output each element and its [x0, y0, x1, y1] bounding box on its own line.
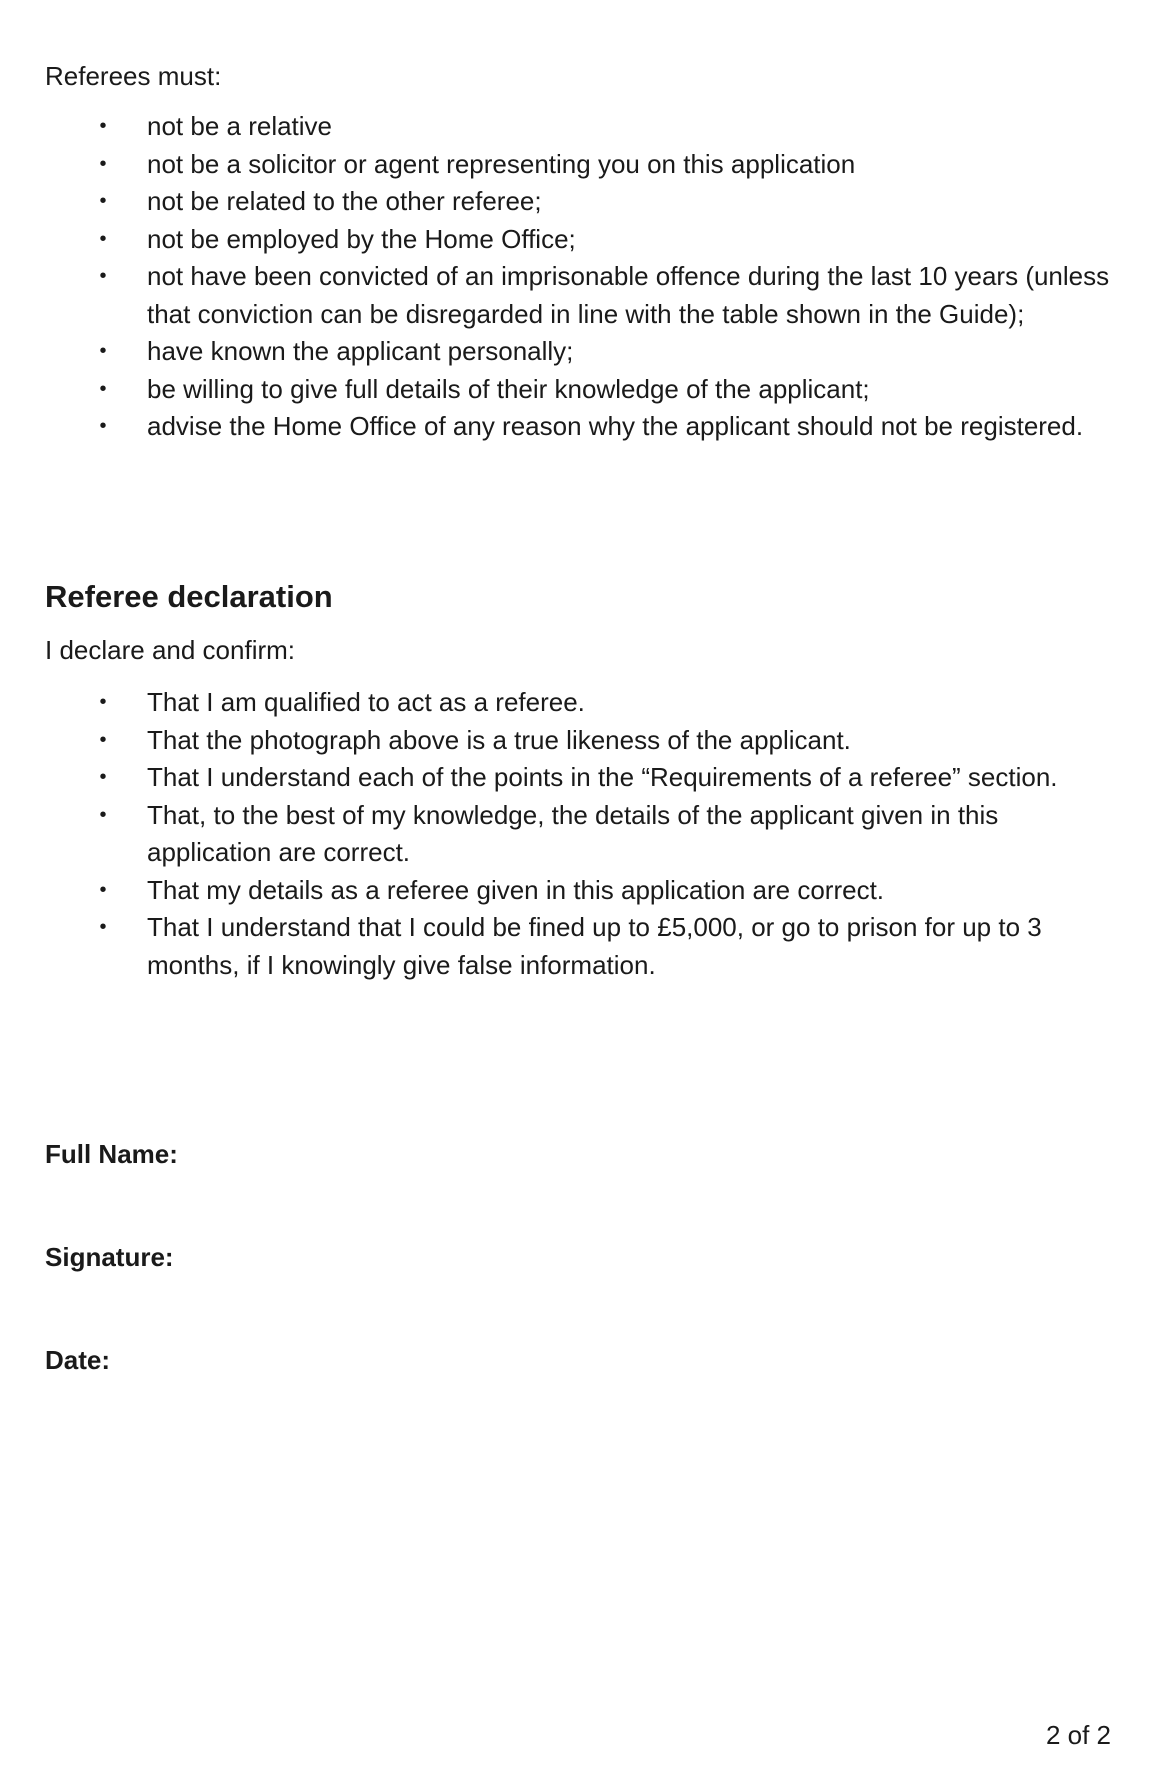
list-item — [0, 183, 1158, 221]
list-item-text: That, to the best of my knowledge, the details of the applicant given in this application are correct. — [147, 799, 999, 867]
list-item — [0, 872, 1158, 910]
declaration-intro: I declare and confirm: — [45, 635, 296, 665]
signature-label: Signature: — [45, 1242, 174, 1272]
bullet-icon: • — [99, 115, 107, 137]
list-item-text: That I understand that I could be fined up to £5,000, or go to prison for up to 3 months, if I knowingly give false information. — [147, 912, 1042, 980]
bullet-icon: • — [99, 152, 107, 175]
bullet-icon: • — [99, 377, 107, 400]
requirements-intro: Referees must: — [45, 61, 222, 91]
list-item — [0, 909, 1158, 984]
list-item-text: not be a relative — [147, 111, 333, 141]
bullet-icon: • — [99, 691, 107, 713]
list-item-text: not be a solicitor or agent representing you on this application — [147, 148, 856, 179]
bullet-icon: • — [99, 227, 107, 250]
list-item — [0, 759, 1158, 797]
list-item-text: That I am qualified to act as a referee. — [147, 687, 585, 717]
date-label: Date: — [45, 1345, 111, 1375]
list-item — [0, 258, 1158, 333]
declaration-list — [0, 684, 1158, 984]
list-item-text: have known the applicant personally; — [147, 336, 574, 366]
bullet-icon: • — [99, 878, 107, 901]
bullet-icon: • — [99, 766, 107, 788]
list-item-text: That I understand each of the points in the “Requirements of a referee” section. — [147, 762, 1058, 792]
bullet-icon: • — [99, 265, 107, 287]
requirements-list — [0, 108, 1158, 446]
list-item-text: not be related to the other referee; — [147, 186, 542, 216]
page-number: 2 of 2 — [1045, 1720, 1111, 1750]
section-heading: Referee declaration — [45, 579, 333, 614]
list-item-text: be willing to give full details of their knowledge of the applicant; — [147, 373, 870, 404]
bullet-icon: • — [99, 340, 107, 362]
list-item-text: advise the Home Office of any reason why the applicant should not be registered. — [147, 411, 1084, 441]
bullet-icon: • — [99, 415, 107, 437]
list-item — [0, 371, 1158, 409]
list-item-text: not be employed by the Home Office; — [147, 223, 576, 254]
full-name-label: Full Name: — [45, 1139, 178, 1169]
list-item — [0, 722, 1158, 760]
bullet-icon: • — [99, 803, 107, 826]
list-item — [0, 684, 1158, 722]
list-item-text: not have been convicted of an imprisonable offence during the last 10 years (unless that conviction can be disregarded in line with the table shown in the Guide); — [147, 261, 1110, 329]
bullet-icon: • — [99, 728, 107, 751]
list-item — [0, 333, 1158, 371]
bullet-icon: • — [99, 916, 107, 938]
list-item-text: That the photograph above is a true likeness of the applicant. — [147, 724, 851, 755]
list-item — [0, 221, 1158, 259]
bullet-icon: • — [99, 190, 107, 212]
list-item — [0, 797, 1158, 872]
list-item — [0, 108, 1158, 146]
list-item-text: That my details as a referee given in this application are correct. — [147, 874, 885, 905]
list-item — [0, 146, 1158, 184]
list-item — [0, 408, 1158, 446]
